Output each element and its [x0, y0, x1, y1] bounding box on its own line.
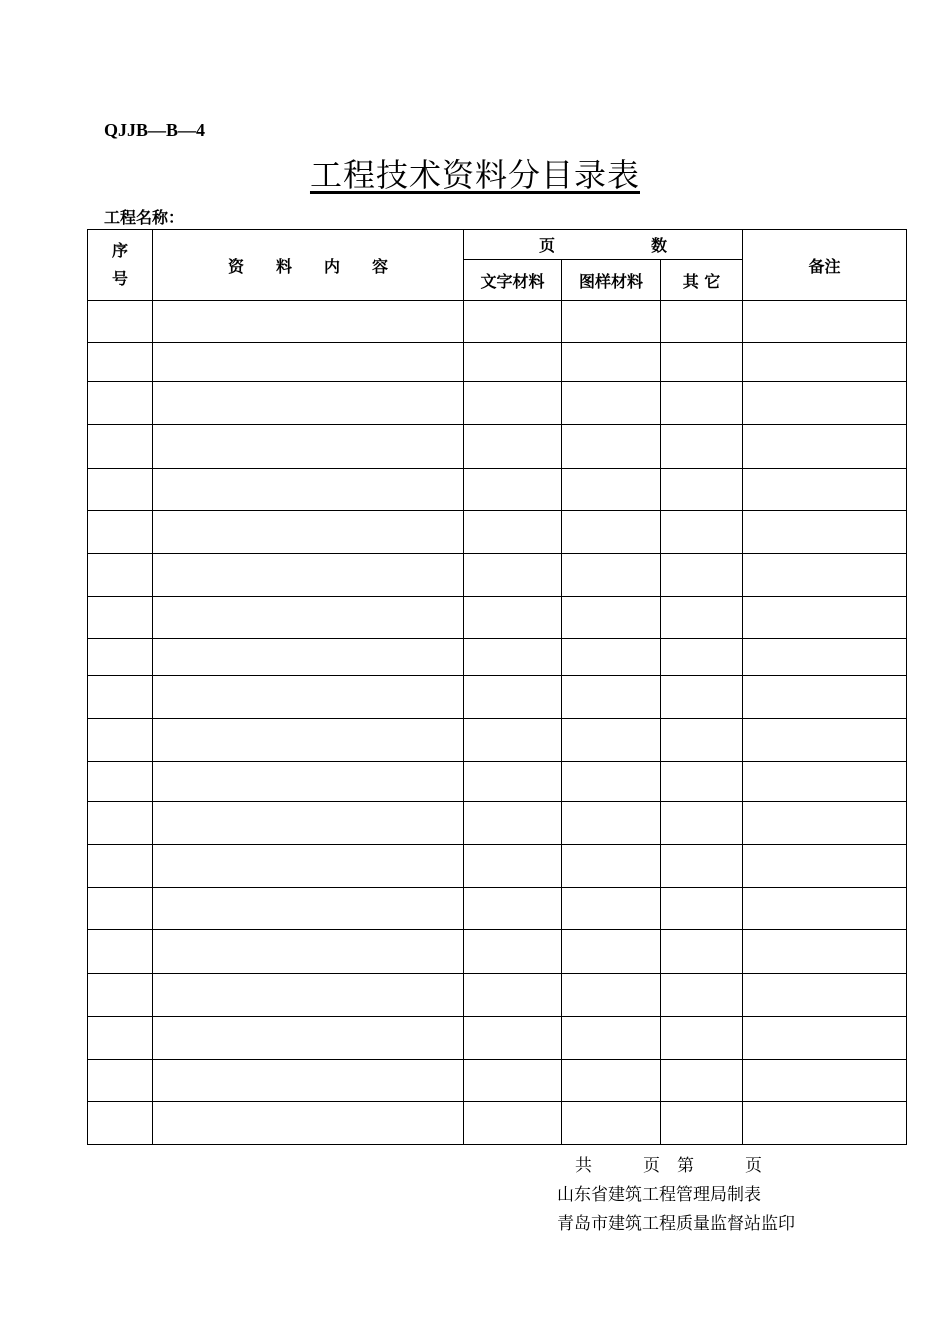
cell-text-material[interactable] — [464, 301, 562, 343]
cell-remarks[interactable] — [743, 930, 907, 974]
cell-other[interactable] — [661, 719, 743, 762]
cell-seq[interactable] — [88, 676, 153, 719]
table-row — [88, 1102, 907, 1145]
cell-content[interactable] — [153, 382, 464, 425]
cell-text-material[interactable] — [464, 930, 562, 974]
cell-content[interactable] — [153, 762, 464, 802]
table-row — [88, 802, 907, 845]
cell-seq[interactable] — [88, 511, 153, 554]
table-row — [88, 1060, 907, 1102]
table-row — [88, 554, 907, 597]
table-row — [88, 974, 907, 1017]
cell-seq[interactable] — [88, 1102, 153, 1145]
header-other: 其 它 — [661, 260, 743, 301]
cell-content[interactable] — [153, 719, 464, 762]
cell-drawing-material[interactable] — [562, 1102, 661, 1145]
header-seq-line1: 序 — [111, 241, 128, 260]
table-row — [88, 676, 907, 719]
table-row — [88, 930, 907, 974]
table-row — [88, 888, 907, 930]
cell-seq[interactable] — [88, 639, 153, 676]
header-seq-line2: 号 — [111, 269, 128, 288]
cell-text-material[interactable] — [464, 343, 562, 382]
cell-content[interactable] — [153, 845, 464, 888]
cell-other[interactable] — [661, 676, 743, 719]
cell-text-material[interactable] — [464, 676, 562, 719]
cell-content[interactable] — [153, 554, 464, 597]
cell-seq[interactable] — [88, 1017, 153, 1060]
cell-text-material[interactable] — [464, 639, 562, 676]
cell-remarks[interactable] — [743, 639, 907, 676]
table-row — [88, 469, 907, 511]
cell-content[interactable] — [153, 1102, 464, 1145]
cell-text-material[interactable] — [464, 1017, 562, 1060]
cell-drawing-material[interactable] — [562, 802, 661, 845]
cell-text-material[interactable] — [464, 802, 562, 845]
cell-other[interactable] — [661, 425, 743, 469]
header-text-material: 文字材料 — [464, 260, 562, 301]
cell-remarks[interactable] — [743, 469, 907, 511]
title-text: 工程技术资料分目录表 — [309, 156, 640, 194]
cell-seq[interactable] — [88, 1060, 153, 1102]
cell-remarks[interactable] — [743, 676, 907, 719]
cell-content[interactable] — [153, 1017, 464, 1060]
cell-text-material[interactable] — [464, 382, 562, 425]
cell-remarks[interactable] — [743, 511, 907, 554]
cell-content[interactable] — [153, 425, 464, 469]
cell-remarks[interactable] — [743, 888, 907, 930]
cell-text-material[interactable] — [464, 511, 562, 554]
cell-drawing-material[interactable] — [562, 597, 661, 639]
cell-content[interactable] — [153, 301, 464, 343]
table-body — [88, 301, 907, 1145]
cell-drawing-material[interactable] — [562, 469, 661, 511]
cell-seq[interactable] — [88, 845, 153, 888]
cell-drawing-material[interactable] — [562, 676, 661, 719]
header-content: 资 料 内 容 — [153, 230, 464, 301]
cell-other[interactable] — [661, 762, 743, 802]
cell-content[interactable] — [153, 802, 464, 845]
catalog-table — [87, 229, 907, 1145]
cell-content[interactable] — [153, 597, 464, 639]
table-row — [88, 845, 907, 888]
cell-other[interactable] — [661, 511, 743, 554]
cell-seq[interactable] — [88, 802, 153, 845]
cell-drawing-material[interactable] — [562, 554, 661, 597]
cell-seq[interactable] — [88, 469, 153, 511]
cell-seq[interactable] — [88, 930, 153, 974]
cell-content[interactable] — [153, 930, 464, 974]
cell-text-material[interactable] — [464, 425, 562, 469]
cell-text-material[interactable] — [464, 719, 562, 762]
cell-drawing-material[interactable] — [562, 888, 661, 930]
cell-text-material[interactable] — [464, 888, 562, 930]
printed-by: 青岛市建筑工程质量监督站监印 — [557, 1214, 795, 1234]
cell-other[interactable] — [661, 554, 743, 597]
form-code: QJJB—B—4 — [104, 120, 206, 140]
table-row — [88, 425, 907, 469]
cell-other[interactable] — [661, 1102, 743, 1145]
cell-seq[interactable] — [88, 425, 153, 469]
cell-text-material[interactable] — [464, 597, 562, 639]
header-pages: 页 数 — [464, 230, 743, 260]
cell-other[interactable] — [661, 888, 743, 930]
cell-seq[interactable] — [88, 382, 153, 425]
cell-remarks[interactable] — [743, 597, 907, 639]
cell-seq[interactable] — [88, 719, 153, 762]
cell-text-material[interactable] — [464, 469, 562, 511]
cell-drawing-material[interactable] — [562, 719, 661, 762]
cell-other[interactable] — [661, 802, 743, 845]
cell-other[interactable] — [661, 1060, 743, 1102]
cell-drawing-material[interactable] — [562, 301, 661, 343]
table-row — [88, 719, 907, 762]
table-row — [88, 639, 907, 676]
cell-drawing-material[interactable] — [562, 511, 661, 554]
cell-seq[interactable] — [88, 301, 153, 343]
cell-drawing-material[interactable] — [562, 930, 661, 974]
cell-content[interactable] — [153, 511, 464, 554]
cell-content[interactable] — [153, 639, 464, 676]
cell-remarks[interactable] — [743, 1060, 907, 1102]
cell-remarks[interactable] — [743, 1017, 907, 1060]
table-row — [88, 511, 907, 554]
cell-seq[interactable] — [88, 762, 153, 802]
cell-drawing-material[interactable] — [562, 343, 661, 382]
cell-drawing-material[interactable] — [562, 1060, 661, 1102]
cell-seq[interactable] — [88, 888, 153, 930]
cell-drawing-material[interactable] — [562, 382, 661, 425]
cell-drawing-material[interactable] — [562, 1017, 661, 1060]
cell-remarks[interactable] — [743, 802, 907, 845]
cell-other[interactable] — [661, 343, 743, 382]
cell-remarks[interactable] — [743, 974, 907, 1017]
cell-other[interactable] — [661, 974, 743, 1017]
cell-text-material[interactable] — [464, 1102, 562, 1145]
cell-drawing-material[interactable] — [562, 639, 661, 676]
cell-other[interactable] — [661, 597, 743, 639]
cell-content[interactable] — [153, 469, 464, 511]
page-title — [0, 150, 950, 196]
table-row — [88, 301, 907, 343]
cell-seq[interactable] — [88, 597, 153, 639]
table-row — [88, 382, 907, 425]
cell-remarks[interactable] — [743, 343, 907, 382]
cell-content[interactable] — [153, 1060, 464, 1102]
cell-content[interactable] — [153, 343, 464, 382]
made-by: 山东省建筑工程管理局制表 — [557, 1185, 761, 1205]
cell-seq[interactable] — [88, 554, 153, 597]
cell-other[interactable] — [661, 469, 743, 511]
cell-remarks[interactable] — [743, 845, 907, 888]
cell-remarks[interactable] — [743, 1102, 907, 1145]
cell-drawing-material[interactable] — [562, 762, 661, 802]
cell-remarks[interactable] — [743, 382, 907, 425]
cell-remarks[interactable] — [743, 425, 907, 469]
table-row — [88, 343, 907, 382]
cell-other[interactable] — [661, 301, 743, 343]
cell-other[interactable] — [661, 845, 743, 888]
cell-remarks[interactable] — [743, 762, 907, 802]
cell-drawing-material[interactable] — [562, 425, 661, 469]
cell-other[interactable] — [661, 382, 743, 425]
cell-remarks[interactable] — [743, 301, 907, 343]
header-drawing-material: 图样材料 — [562, 260, 661, 301]
cell-other[interactable] — [661, 1017, 743, 1060]
cell-seq[interactable] — [88, 974, 153, 1017]
cell-text-material[interactable] — [464, 974, 562, 1017]
cell-drawing-material[interactable] — [562, 845, 661, 888]
cell-content[interactable] — [153, 676, 464, 719]
table-row — [88, 762, 907, 802]
table-row — [88, 597, 907, 639]
project-name-label: 工程名称： — [104, 208, 185, 227]
page-count: 共 页 第 页 — [575, 1156, 762, 1176]
cell-text-material[interactable] — [464, 554, 562, 597]
header-seq — [88, 230, 153, 301]
header-remarks: 备注 — [743, 230, 907, 301]
cell-content[interactable] — [153, 888, 464, 930]
table-row — [88, 1017, 907, 1060]
cell-remarks[interactable] — [743, 719, 907, 762]
cell-text-material[interactable] — [464, 762, 562, 802]
cell-other[interactable] — [661, 930, 743, 974]
cell-seq[interactable] — [88, 343, 153, 382]
cell-remarks[interactable] — [743, 554, 907, 597]
cell-content[interactable] — [153, 974, 464, 1017]
cell-text-material[interactable] — [464, 845, 562, 888]
cell-other[interactable] — [661, 639, 743, 676]
cell-text-material[interactable] — [464, 1060, 562, 1102]
cell-drawing-material[interactable] — [562, 974, 661, 1017]
